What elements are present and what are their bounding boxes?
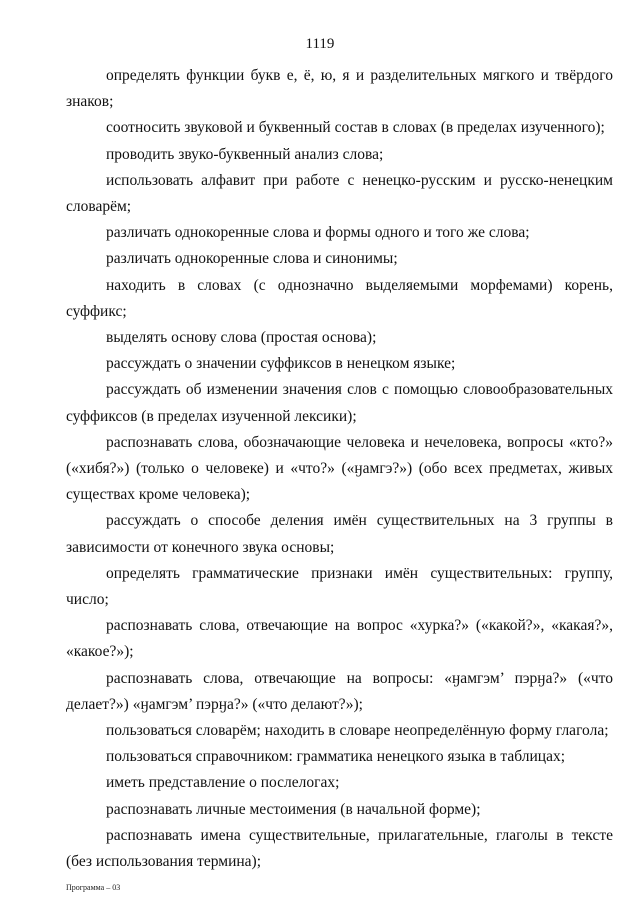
paragraph: пользоваться справочником: грамматика ненецкого языка в таблицах; (106, 748, 566, 766)
paragraph: использовать алфавит при работе с ненецко-русским и русско-ненецким словарём; (66, 171, 613, 216)
paragraph: распознавать слова, отвечающие на вопрос «хурка?» («какой?», «какая?», «какое?»); (66, 617, 613, 661)
paragraph: определять функции букв е, ё, ю, я и разделительных мягкого и твёрдого знаков; (66, 67, 613, 111)
paragraph: рассуждать об изменении значения слов с помощью словообразовательных суффиксов (в пределах изученной лексики); (66, 381, 613, 425)
paragraph: распознавать личные местоимения (в начальной форме); (106, 800, 481, 818)
paragraph: находить в словах (с однозначно выделяемыми морфемами) корень, суффикс; (66, 276, 613, 320)
paragraph: соотносить звуковой и буквенный состав в словах (в пределах изученного); (106, 119, 605, 137)
document-body (66, 63, 613, 875)
paragraph: выделять основу слова (простая основа); (106, 329, 377, 347)
paragraph: распознавать имена существительные, прилагательные, глаголы в тексте (без использования термина); (66, 826, 613, 871)
footer-label: Программа – 03 (66, 883, 121, 892)
paragraph: рассуждать о способе деления имён существительных на 3 группы в зависимости от конечного звука основы; (66, 512, 613, 556)
paragraph: распознавать слова, отвечающие на вопросы: «ӈамгэм’ пэрӈа?» («что делает?») «ӈамгэм’ пэрӈа?» («что делают?»); (66, 669, 613, 713)
paragraph: рассуждать о значении суффиксов в ненецком языке; (106, 355, 456, 373)
paragraph: проводить звуко-буквенный анализ слова; (106, 145, 384, 163)
paragraph: пользоваться словарём; находить в словаре неопределённую форму глагола; (106, 722, 609, 740)
paragraph: различать однокоренные слова и синонимы; (106, 250, 398, 268)
paragraph: иметь представление о послелогах; (106, 774, 340, 792)
paragraph: определять грамматические признаки имён существительных: группу, число; (66, 564, 613, 609)
page-number: 1119 (305, 36, 335, 52)
paragraph: различать однокоренные слова и формы одного и того же слова; (106, 224, 530, 242)
paragraph: распознавать слова, обозначающие человека и нечеловека, вопросы «кто?» («хибя?») (только о человеке) и «что?» («ӈамгэ?») (обо всех предметах, живых существах кроме человека); (66, 433, 613, 504)
